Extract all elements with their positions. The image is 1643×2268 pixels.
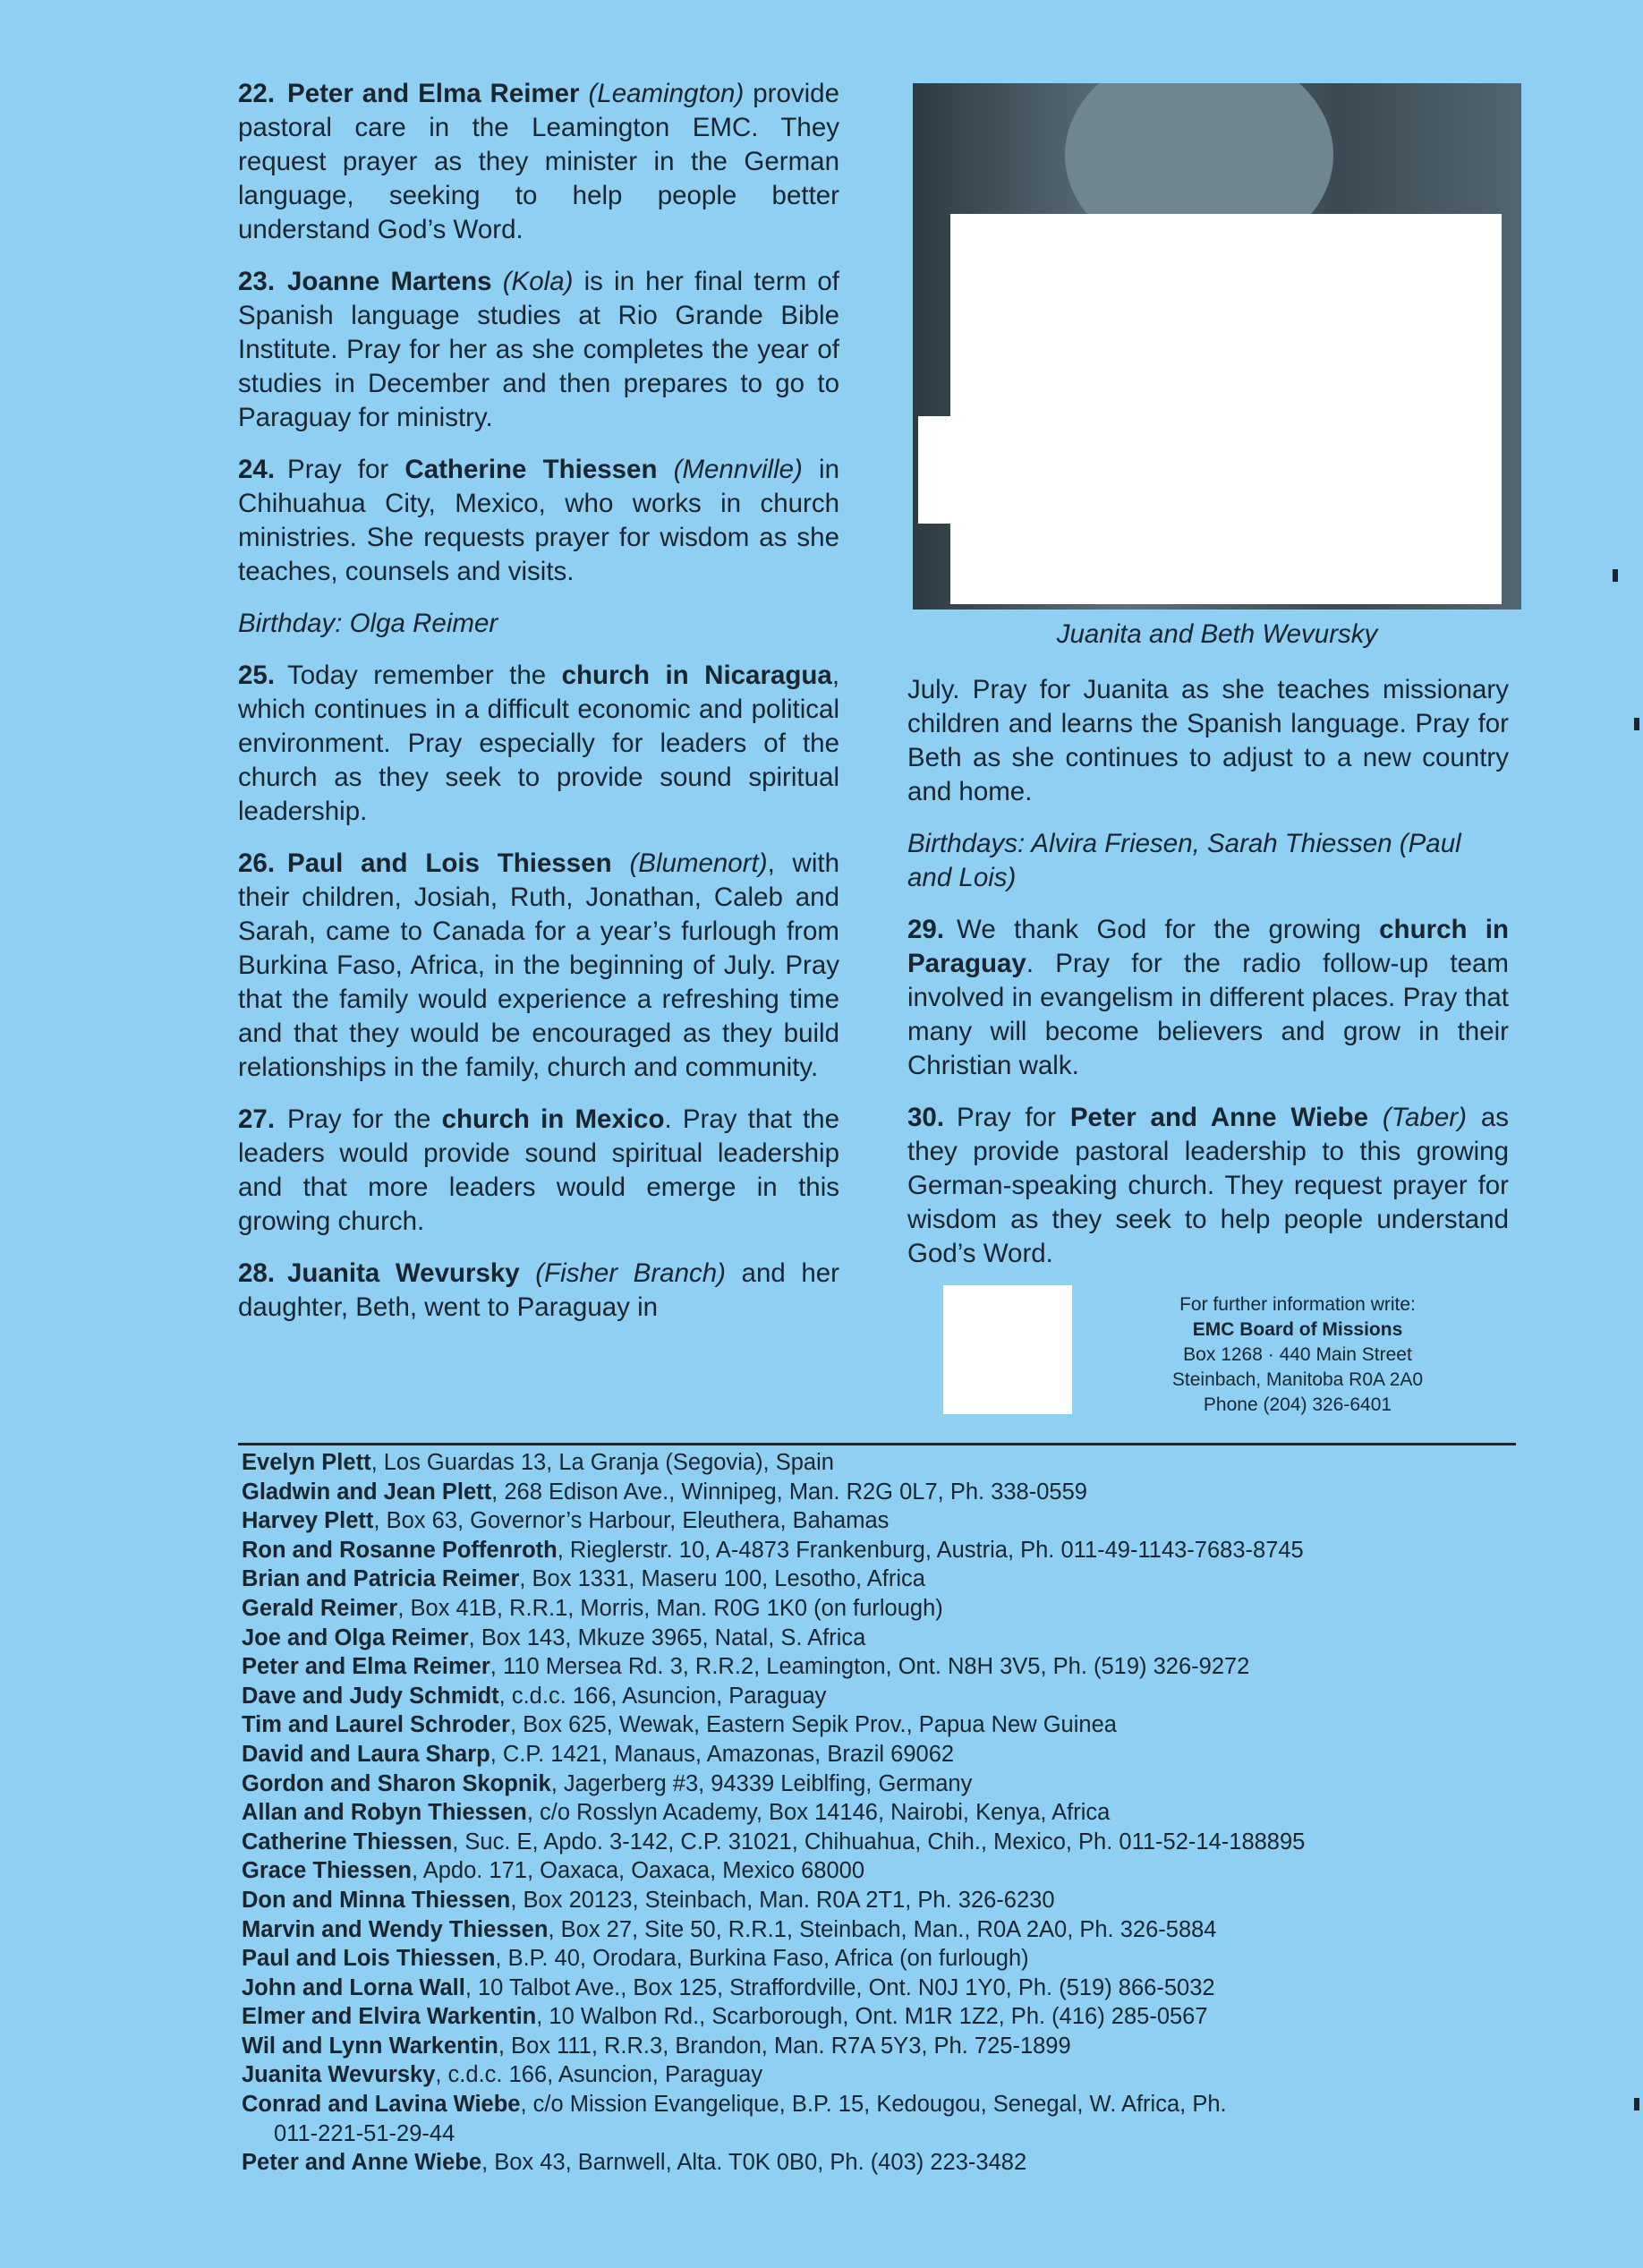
directory-name: Dave and Judy Schmidt (242, 1683, 499, 1709)
entry-location: (Blumenort) (629, 848, 768, 878)
directory-entry (242, 1769, 1530, 1799)
directory-entry (242, 1448, 1530, 1478)
prayer-entry-24 (238, 453, 839, 589)
photo-caption: Juanita and Beth Wevursky (1056, 619, 1378, 649)
directory-address: , Box 143, Mkuze 3965, Natal, S. Africa (468, 1624, 866, 1650)
directory-name: Allan and Robyn Thiessen (242, 1800, 527, 1826)
entry-text: is in her final term of Spanish language studies at Rio Grande Bible Institute. Pray for her as she completes the year of studies in December and then prepares to go to Paraguay for ministry. (238, 267, 839, 432)
entry-name: Paul and Lois Thiessen (287, 848, 612, 878)
missionary-directory (242, 1448, 1530, 2178)
directory-name: Ron and Rosanne Poffenroth (242, 1537, 558, 1563)
directory-entry (242, 1740, 1530, 1769)
entry-number: 29. (907, 915, 945, 944)
prayer-entry-25 (238, 659, 839, 829)
directory-address: , Suc. E, Apdo. 3-142, C.P. 31021, Chihuahua, Chih., Mexico, Ph. 011-52-14-188895 (452, 1829, 1306, 1854)
directory-entry (242, 1886, 1530, 1915)
directory-entry (242, 1594, 1530, 1624)
directory-name: Gordon and Sharon Skopnik (242, 1770, 551, 1796)
birthday-line-24: Birthday: Olga Reimer (238, 609, 498, 638)
directory-name: Tim and Laurel Schroder (242, 1712, 510, 1738)
directory-address: , Apdo. 171, Oaxaca, Oaxaca, Mexico 68000 (411, 1858, 865, 1884)
entry-number: 30. (907, 1103, 945, 1132)
directory-name: Don and Minna Thiessen (242, 1887, 511, 1913)
directory-name: Gerald Reimer (242, 1595, 398, 1621)
directory-name: Elmer and Elvira Warkentin (242, 2004, 537, 2030)
directory-address: , c/o Rosslyn Academy, Box 14146, Nairobi, Kenya, Africa (526, 1800, 1111, 1826)
entry-name: Peter and Elma Reimer (287, 79, 580, 108)
directory-name: Wil and Lynn Warkentin (242, 2033, 498, 2059)
directory-address: , Box 43, Barnwell, Alta. T0K 0B0, Ph. (403) 223-3482 (481, 2150, 1027, 2176)
wevursky-photo (913, 83, 1521, 610)
directory-entry (242, 1536, 1530, 1565)
directory-name: Catherine Thiessen (242, 1829, 453, 1854)
entry-text: and her daughter, Beth, went to Paraguay in (238, 1258, 839, 1322)
directory-name: Evelyn Plett (242, 1450, 371, 1475)
directory-address: , Box 625, Wewak, Eastern Sepik Prov., Papua New Guinea (509, 1712, 1117, 1738)
contact-city: Steinbach, Manitoba R0A 2A0 (1171, 1369, 1424, 1390)
contact-intro: For further information write: (1179, 1294, 1416, 1315)
directory-entry (242, 1828, 1530, 1857)
directory-entry (242, 1944, 1530, 1974)
contact-street: Box 1268 · 440 Main Street (1183, 1344, 1412, 1365)
directory-name: Peter and Anne Wiebe (242, 2150, 482, 2176)
directory-name: Peter and Elma Reimer (242, 1654, 490, 1680)
directory-name: Gladwin and Jean Plett (242, 1479, 492, 1505)
directory-address: , 10 Talbot Ave., Box 125, Straffordville, Ont. N0J 1Y0, Ph. (519) 866-5032 (464, 1974, 1215, 2000)
directory-address: , Los Guardas 13, La Granja (Segovia), Spain (370, 1450, 834, 1475)
prayer-entry-29 (907, 913, 1509, 1083)
directory-entry (242, 1682, 1530, 1711)
directory-name: David and Laura Sharp (242, 1741, 490, 1767)
directory-name: Conrad and Lavina Wiebe (242, 2092, 521, 2118)
entry-text: . Pray for the radio follow-up team involved in evangelism in different places. Pray that many will become believers and grow in their Christian walk. (907, 949, 1509, 1080)
directory-entry (242, 2148, 1530, 2178)
section-divider (238, 1443, 1516, 1445)
directory-entry (242, 1624, 1530, 1653)
directory-entry (242, 1478, 1530, 1507)
prayer-entry-22 (238, 77, 839, 247)
prayer-entry-26 (238, 847, 839, 1085)
directory-entry (242, 1710, 1530, 1740)
directory-entry (242, 1506, 1530, 1536)
entry-location: (Taber) (1382, 1103, 1467, 1132)
directory-address: , Jagerberg #3, 94339 Leiblfing, Germany (550, 1770, 973, 1796)
entry-text: as they provide pastoral leadership to this growing German-speaking church. They request prayer for wisdom as they seek to help people understand God’s Word. (907, 1103, 1509, 1268)
directory-address: , Box 27, Site 50, R.R.1, Steinbach, Man., R0A 2A0, Ph. 326-5884 (548, 1916, 1217, 1942)
photo-redaction-small (918, 416, 972, 524)
entry-name: Joanne Martens (287, 267, 492, 296)
entry-number: 27. (238, 1104, 276, 1134)
entry-lead: Pray for (287, 455, 389, 484)
entry-text: . Pray that the leaders would provide sound spiritual leadership and that more leaders would emerge in this growing church. (238, 1104, 839, 1236)
edge-mark (1613, 569, 1618, 582)
directory-address: , Box 20123, Steinbach, Man. R0A 2T1, Ph. 326-6230 (510, 1887, 1055, 1913)
entry-name: Catherine Thiessen (404, 455, 658, 484)
directory-entry (242, 1652, 1530, 1682)
directory-address: , Box 41B, R.R.1, Morris, Man. R0G 1K0 (on furlough) (397, 1595, 943, 1621)
directory-entry (242, 2032, 1530, 2061)
prayer-entry-30 (907, 1101, 1509, 1271)
entry-number: 28. (238, 1258, 276, 1288)
entry-lead: Pray for the (287, 1104, 431, 1134)
entry-name: church in Mexico (441, 1104, 665, 1134)
directory-name: John and Lorna Wall (242, 1974, 465, 2000)
directory-name: Harvey Plett (242, 1508, 374, 1534)
directory-entry (242, 2002, 1530, 2032)
directory-address-continued: 011-221-51-29-44 (274, 2120, 455, 2146)
entry-text: , which continues in a difficult economic and political environment. Pray especially for leaders of the church as they seek to provide sound spiritual leadership. (238, 661, 840, 826)
entry-name: church in Nicaragua (561, 661, 832, 690)
prayer-entry-23 (238, 265, 839, 435)
directory-address: , 10 Walbon Rd., Scarborough, Ont. M1R 1Z2, Ph. (416) 285-0567 (536, 2004, 1208, 2030)
prayer-entry-28 (238, 1257, 839, 1325)
entry-number: 23. (238, 267, 276, 296)
birthday-line-28: Birthdays: Alvira Friesen, Sarah Thiessen (Paul and Lois) (907, 829, 1461, 892)
entry-number: 25. (238, 661, 276, 690)
directory-name: Grace Thiessen (242, 1858, 412, 1884)
directory-address: , Box 111, R.R.3, Brandon, Man. R7A 5Y3, Ph. 725-1899 (498, 2033, 1071, 2059)
directory-address: , c/o Mission Evangelique, B.P. 15, Kedougou, Senegal, W. Africa, Ph. (520, 2092, 1227, 2118)
left-column (238, 77, 839, 1343)
directory-entry (242, 1798, 1530, 1828)
directory-address: , c.d.c. 166, Asuncion, Paraguay (498, 1683, 827, 1709)
entry-text: provide pastoral care in the Leamington EMC. They request prayer as they minister in the German language, seeking to help people better understand God’s Word. (238, 79, 839, 244)
photo-redaction (950, 214, 1502, 604)
prayer-entry-27 (238, 1103, 839, 1239)
entry-text: , with their children, Josiah, Ruth, Jonathan, Caleb and Sarah, came to Canada for a year’s furlough from Burkina Faso, Africa, in the beginning of July. Pray that the family would experience a refreshing time and that they would be encouraged as they build relationships in the family, church and community. (238, 848, 840, 1082)
directory-address: , C.P. 1421, Manaus, Amazonas, Brazil 69062 (489, 1741, 955, 1767)
contact-info (1101, 1292, 1494, 1418)
entry-location: (Mennville) (673, 455, 803, 484)
entry-lead: Today remember the (287, 661, 547, 690)
entry-lead: Pray for (957, 1103, 1056, 1132)
directory-entry (242, 2060, 1530, 2090)
directory-name: Juanita Wevursky (242, 2062, 436, 2088)
directory-name: Brian and Patricia Reimer (242, 1566, 520, 1592)
entry-name: Peter and Anne Wiebe (1069, 1103, 1369, 1132)
directory-address: , B.P. 40, Orodara, Burkina Faso, Africa (on furlough) (495, 1946, 1029, 1972)
directory-name: Joe and Olga Reimer (242, 1624, 469, 1650)
entry-number: 26. (238, 848, 276, 878)
contact-phone: Phone (204) 326-6401 (1203, 1394, 1392, 1415)
directory-entry (242, 1565, 1530, 1594)
directory-address: , Box 1331, Maseru 100, Lesotho, Africa (519, 1566, 925, 1592)
directory-entry (242, 2090, 1530, 2148)
edge-mark (1634, 2098, 1639, 2110)
directory-address: , 110 Mersea Rd. 3, R.R.2, Leamington, Ont. N8H 3V5, Ph. (519) 326-9272 (489, 1654, 1250, 1680)
contact-organization: EMC Board of Missions (1192, 1319, 1403, 1340)
entry-text: in Chihuahua City, Mexico, who works in church ministries. She requests prayer for wisdom as she teaches, counsels and visits. (238, 455, 839, 586)
directory-entry (242, 1856, 1530, 1886)
directory-entry (242, 1915, 1530, 1945)
entry-location: (Leamington) (588, 79, 745, 108)
entry-name: church in Paraguay (907, 915, 1509, 978)
prayer-entry-28-continued: July. Pray for Juanita as she teaches missionary children and learns the Spanish language. Pray for Beth as she continues to adjust to a new country and home. (907, 675, 1509, 806)
entry-number: 24. (238, 455, 276, 484)
directory-address: , 268 Edison Ave., Winnipeg, Man. R2G 0L7, Ph. 338-0559 (491, 1479, 1087, 1505)
edge-mark (1634, 718, 1639, 730)
entry-location: (Fisher Branch) (535, 1258, 726, 1288)
right-column (907, 673, 1509, 1289)
emc-logo (943, 1285, 1072, 1414)
entry-location: (Kola) (502, 267, 574, 296)
entry-lead: We thank God for the growing (957, 915, 1361, 944)
directory-address: , Rieglerstr. 10, A-4873 Frankenburg, Austria, Ph. 011-49-1143-7683-8745 (557, 1537, 1304, 1563)
entry-name: Juanita Wevursky (287, 1258, 520, 1288)
entry-number: 22. (238, 79, 276, 108)
directory-entry (242, 1974, 1530, 2003)
directory-address: , c.d.c. 166, Asuncion, Paraguay (435, 2062, 763, 2088)
directory-name: Paul and Lois Thiessen (242, 1946, 496, 1972)
directory-name: Marvin and Wendy Thiessen (242, 1916, 549, 1942)
directory-address: , Box 63, Governor’s Harbour, Eleuthera, Bahamas (373, 1508, 890, 1534)
